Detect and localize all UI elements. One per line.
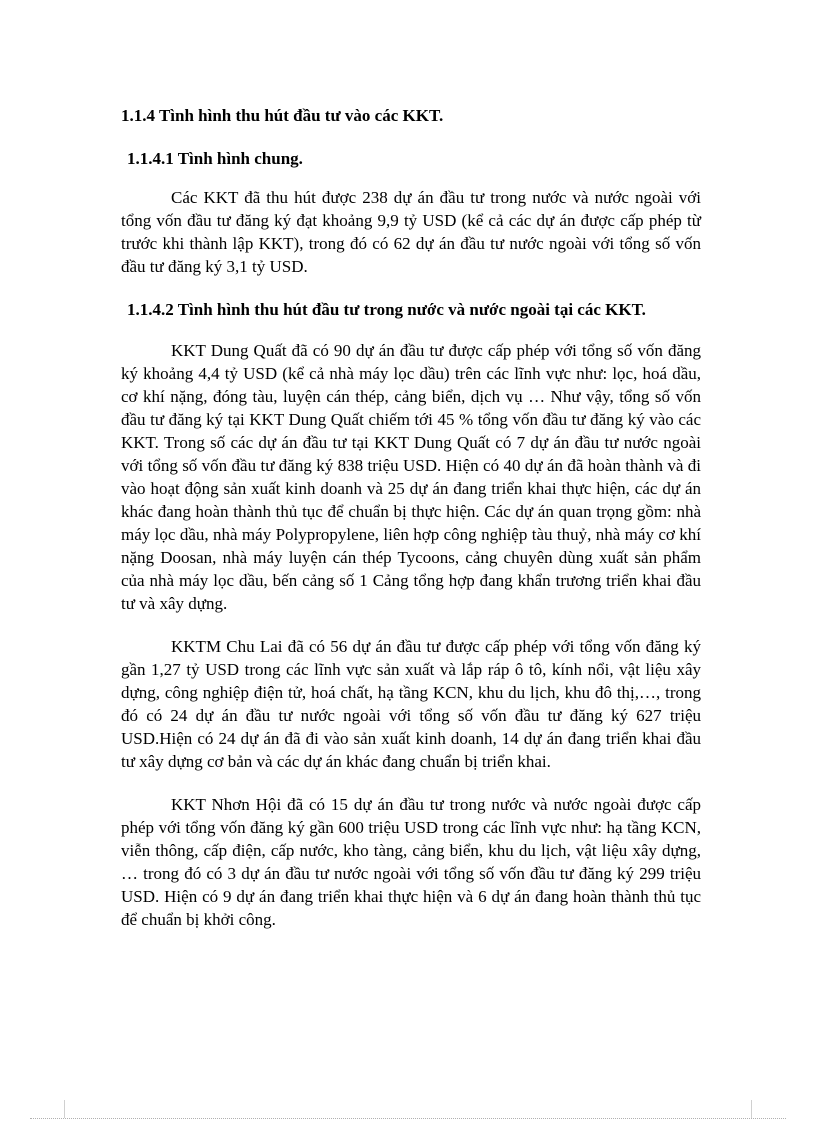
paragraph-general: Các KKT đã thu hút được 238 dự án đầu tư trong nước và nước ngoài với tổng vốn đầu tư đăng ký đạt khoảng 9,9 tỷ USD (kể cả các dự án được cấp phép từ trước khi thành lập KKT), trong đó có 62 dự án đầu tư nước ngoài với tổng số vốn đầu tư đăng ký 3,1 tỷ USD. (121, 188, 701, 276)
page-bottom-divider (30, 1118, 786, 1119)
document-body (121, 104, 701, 951)
paragraph-chu-lai: KKTM Chu Lai đã có 56 dự án đầu tư được cấp phép với tổng vốn đăng ký gần 1,27 tỷ USD trong các lĩnh vực sản xuất và lắp ráp ô tô, kính nổi, vật liệu xây dựng, công nghiệp điện tử, hoá chất, hạ tầng KCN, khu du lịch, khu đô thị,…, trong đó có 24 dự án đầu tư nước ngoài với tổng số vốn đầu tư đăng ký 627 triệu USD.Hiện có 24 dự án đã đi vào sản xuất kinh doanh, 14 dự án đang triển khai đầu tư xây dựng cơ bản và các dự án khác đang chuẩn bị triển khai. (121, 637, 701, 771)
page-corner-mark-left (64, 1100, 65, 1118)
section-heading: 1.1.4 Tình hình thu hút đầu tư vào các KKT. (121, 106, 444, 125)
paragraph-nhon-hoi: KKT Nhơn Hội đã có 15 dự án đầu tư trong nước và nước ngoài được cấp phép với tổng vốn đăng ký gần 600 triệu USD trong các lĩnh vực như: hạ tầng KCN, viễn thông, cấp điện, cấp nước, kho tàng, cảng biển, khu du lịch, vật liệu xây dựng, … trong đó có 3 dự án đầu tư nước ngoài với tổng số vốn đầu tư đăng ký 299 triệu USD. Hiện có 9 dự án đang triển khai thực hiện và 6 dự án đang hoàn thành thủ tục để chuẩn bị khởi công. (121, 795, 701, 929)
paragraph-dung-quat: KKT Dung Quất đã có 90 dự án đầu tư được cấp phép với tổng số vốn đăng ký khoảng 4,4 tỷ USD (kể cả nhà máy lọc dầu) trên các lĩnh vực như: lọc, hoá dầu, cơ khí nặng, đóng tàu, luyện cán thép, cảng biển, dịch vụ … Như vậy, tổng số vốn đầu tư đăng ký tại KKT Dung Quất chiếm tới 45 % tổng vốn đầu tư đăng ký vào các KKT. Trong số các dự án đầu tư tại KKT Dung Quất có 7 dự án đầu tư nước ngoài với tổng số vốn đầu tư đăng ký 838 triệu USD. Hiện có 40 dự án đã hoàn thành và đi vào hoạt động sản xuất kinh doanh và 25 dự án đang triển khai thực hiện, các dự án khác đang hoàn thành thủ tục để chuẩn bị thực hiện. Các dự án quan trọng gồm: nhà máy lọc dầu, nhà máy Polypropylene, liên hợp công nghiệp tàu thuỷ, nhà máy cơ khí nặng Doosan, nhà máy luyện cán thép Tycoons, cảng chuyên dùng xuất sản phẩm của nhà máy lọc dầu, bến cảng số 1 Cảng tổng hợp đang khẩn trương triển khai đầu tư và xây dựng. (121, 341, 701, 613)
page-corner-mark-right (751, 1100, 752, 1118)
subsection-heading-domestic-foreign: 1.1.4.2 Tình hình thu hút đầu tư trong nước và nước ngoài tại các KKT. (127, 300, 646, 319)
subsection-heading-general: 1.1.4.1 Tình hình chung. (127, 149, 303, 168)
